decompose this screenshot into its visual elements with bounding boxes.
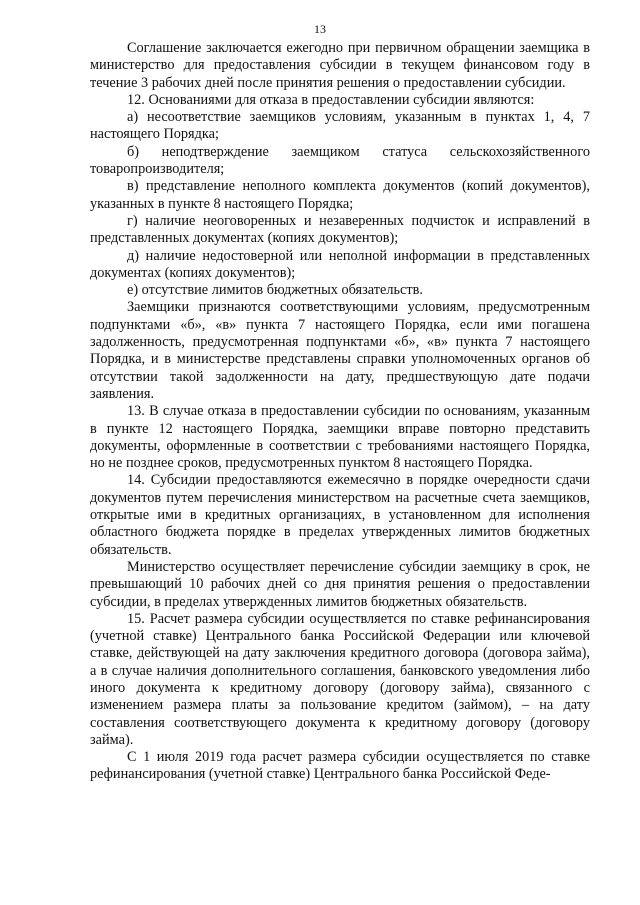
paragraph: д) наличие недостоверной или неполной информации в представленных документах (копиях документов);: [90, 247, 590, 281]
paragraph: С 1 июля 2019 года расчет размера субсидии осуществляется по ставке рефинансирования (учетной ставке) Центрального банка Российской Феде-: [90, 749, 590, 783]
paragraph: Министерство осуществляет перечисление субсидии заемщику в срок, не превышающий 10 рабочих дней со дня принятия решения о предоставлении субсидии, в пределах утвержденных лимитов бюджетных обязательств.: [90, 558, 590, 610]
document-body: [90, 40, 590, 784]
paragraph: Соглашение заключается ежегодно при первичном обращении заемщика в министерство для предоставления субсидии в текущем финансовом году в течение 3 рабочих дней после принятия решения о предоставлении субсидии.: [90, 40, 590, 91]
paragraph: в) представление неполного комплекта документов (копий документов), указанных в пункте 8 настоящего Порядка;: [90, 178, 590, 212]
paragraph: а) несоответствие заемщиков условиям, указанным в пунктах 1, 4, 7 настоящего Порядка;: [90, 109, 590, 143]
paragraph: 13. В случае отказа в предоставлении субсидии по основаниям, указанным в пункте 12 настоящего Порядка, заемщики вправе повторно представить документы, оформленные в соответствии с требованиями настоящего Порядка, но не позднее сроков, предусмотренных пунктом 8 настоящего Порядка.: [90, 403, 590, 472]
paragraph: г) наличие неоговоренных и незаверенных подчисток и исправлений в представленных документах (копиях документов);: [90, 212, 590, 247]
paragraph: е) отсутствие лимитов бюджетных обязательств.: [127, 282, 423, 299]
page-number: 13: [314, 22, 326, 36]
paragraph: б) неподтверждение заемщиком статуса сельскохозяйственного товаропроизводителя;: [90, 143, 590, 178]
paragraph: 12. Основаниями для отказа в предоставлении субсидии являются:: [127, 91, 535, 108]
paragraph: Заемщики признаются соответствующими условиям, предусмотренным подпунктами «б», «в» пункта 7 настоящего Порядка, если ими погашена задолженность, предусмотренная подпунктами «б», «в» пункта 7 настоящего Порядка, и в министерстве представлены справки уполномоченных органов об отсутствии такой задолженности на дату, предшествующую дате подачи заявления.: [90, 299, 590, 402]
paragraph: 14. Субсидии предоставляются ежемесячно в порядке очередности сдачи документов путем перечисления министерством на расчетные счета заемщиков, открытые ими в кредитных организациях, в установленном для исполнения областного бюджета порядке в пределах утвержденных лимитов бюджетных обязательств.: [90, 472, 590, 558]
paragraph: 15. Расчет размера субсидии осуществляется по ставке рефинансирования (учетной ставке) Центрального банка Российской Федерации или ключевой ставке, действующей на дату заключения кредитного договора (договора займа), а в случае наличия дополнительного соглашения, банковского уведомления либо иного документа к кредитному договору (договору займа), связанного с изменением размера платы за пользование кредитом (займом), – на дату составления соответствующего документа к кредитному договору (договору займа).: [90, 610, 590, 748]
